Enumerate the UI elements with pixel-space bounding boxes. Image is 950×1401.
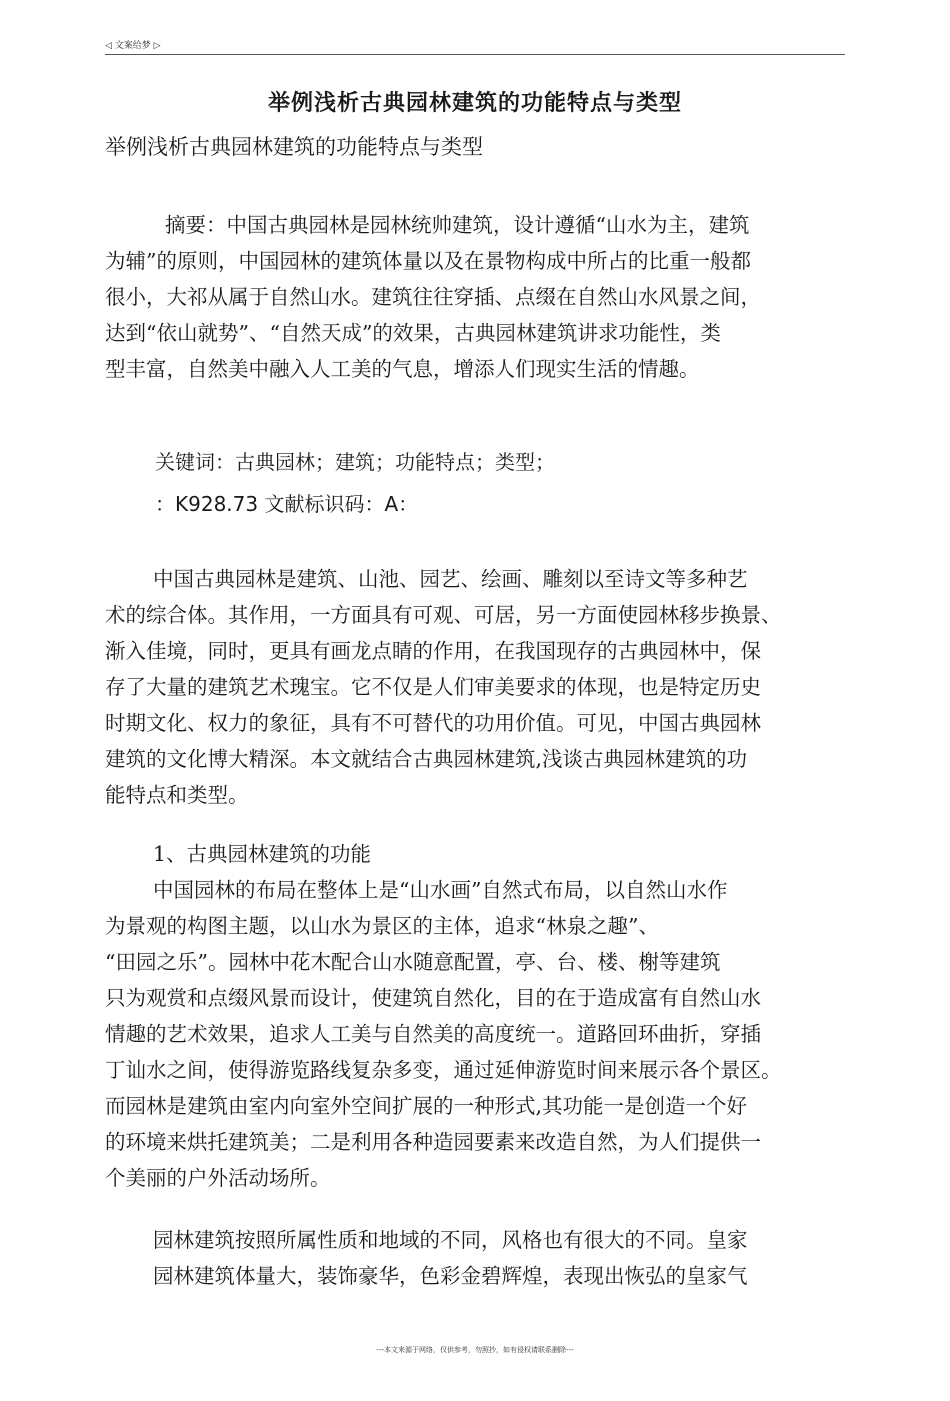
abstract-line: 很小，大祁从属于自然山水。建筑往往穿插、点缀在自然山水风景之间， <box>105 285 761 309</box>
intro-line: 渐入佳境，同时，更具有画龙点睛的作用，在我国现存的古典园林中，保 <box>105 639 761 663</box>
document-title: 举例浅析古典园林建筑的功能特点与类型 <box>267 91 682 116</box>
section-heading: 1、古典园林建筑的功能 <box>153 842 372 866</box>
section-1-line: 而园林是建筑由室内向室外空间扩展的一种形式,其功能一是创造一个好 <box>105 1094 748 1118</box>
section-2-line: 园林建筑按照所属性质和地域的不同，风格也有很大的不同。皇家 <box>153 1228 748 1252</box>
abstract-paragraph <box>105 207 847 387</box>
section-2-line: 园林建筑体量大，装饰豪华，色彩金碧辉煌，表现出恢弘的皇家气 <box>153 1264 748 1288</box>
header-label: ◁ 文案给梦 ▷ <box>105 41 161 51</box>
classification-line: ：K928.73 文献标识码：A： <box>155 492 419 516</box>
abstract-line: 摘要：中国古典园林是园林统帅建筑，设计遵循“山水为主，建筑 <box>165 213 750 237</box>
keywords-line: 关键词：古典园林；建筑；功能特点；类型； <box>155 450 555 474</box>
section-2 <box>105 1222 847 1294</box>
intro-line: 建筑的文化博大精深。本文就结合古典园林建筑,浅谈古典园林建筑的功 <box>105 747 748 771</box>
intro-line: 中国古典园林是建筑、山池、园艺、绘画、雕刻以至诗文等多种艺 <box>153 567 748 591</box>
section-1-line: 情趣的艺术效果，追求人工美与自然美的高度统一。道路回环曲折，穿插 <box>105 1022 761 1046</box>
abstract-line: 型丰富，自然美中融入人工美的气息，增添人们现实生活的情趣。 <box>105 357 700 381</box>
section-1-line: 个美丽的户外活动场所。 <box>105 1166 331 1190</box>
section-1-line: 只为观赏和点缀风景而设计，使建筑自然化，目的在于造成富有自然山水 <box>105 986 761 1010</box>
abstract-line: 为辅”的原则，中国园林的建筑体量以及在景物构成中所占的比重一般都 <box>105 249 751 273</box>
intro-line: 术的综合体。其作用，一方面具有可观、可居，另一方面使园林移步换景、 <box>105 603 782 627</box>
section-1-line: “田园之乐”。园林中花木配合山水随意配置，亭、台、楼、榭等建筑 <box>105 950 721 974</box>
page-header <box>105 36 845 55</box>
section-1-line: 为景观的构图主题，以山水为景区的主体，追求“林泉之趣”、 <box>105 914 659 938</box>
section-1-line: 中国园林的布局在整体上是“山水画”自然式布局，以自然山水作 <box>153 878 728 902</box>
section-1-line: 丁讪水之间，使得游览路线复杂多变，通过延伸游览时间来展示各个景区。 <box>105 1058 782 1082</box>
intro-line: 存了大量的建筑艺术瑰宝。它不仅是人们审美要求的体现，也是特定历史 <box>105 675 761 699</box>
section-1-line: 的环境来烘托建筑美；二是利用各种造园要素来改造自然，为人们提供一 <box>105 1130 761 1154</box>
section-1 <box>105 836 847 1196</box>
intro-line: 时期文化、权力的象征，具有不可替代的功用价值。可见，中国古典园林 <box>105 711 761 735</box>
page-footer: ---本文来源于网络，仅供参考，勿照抄，如有侵权请联系删除--- <box>376 1346 574 1354</box>
intro-line: 能特点和类型。 <box>105 783 249 807</box>
document-subtitle: 举例浅析古典园林建筑的功能特点与类型 <box>105 135 483 159</box>
intro-paragraph <box>105 561 847 813</box>
abstract-line: 达到“依山就势”、“自然天成”的效果，古典园林建筑讲求功能性，类 <box>105 321 721 345</box>
